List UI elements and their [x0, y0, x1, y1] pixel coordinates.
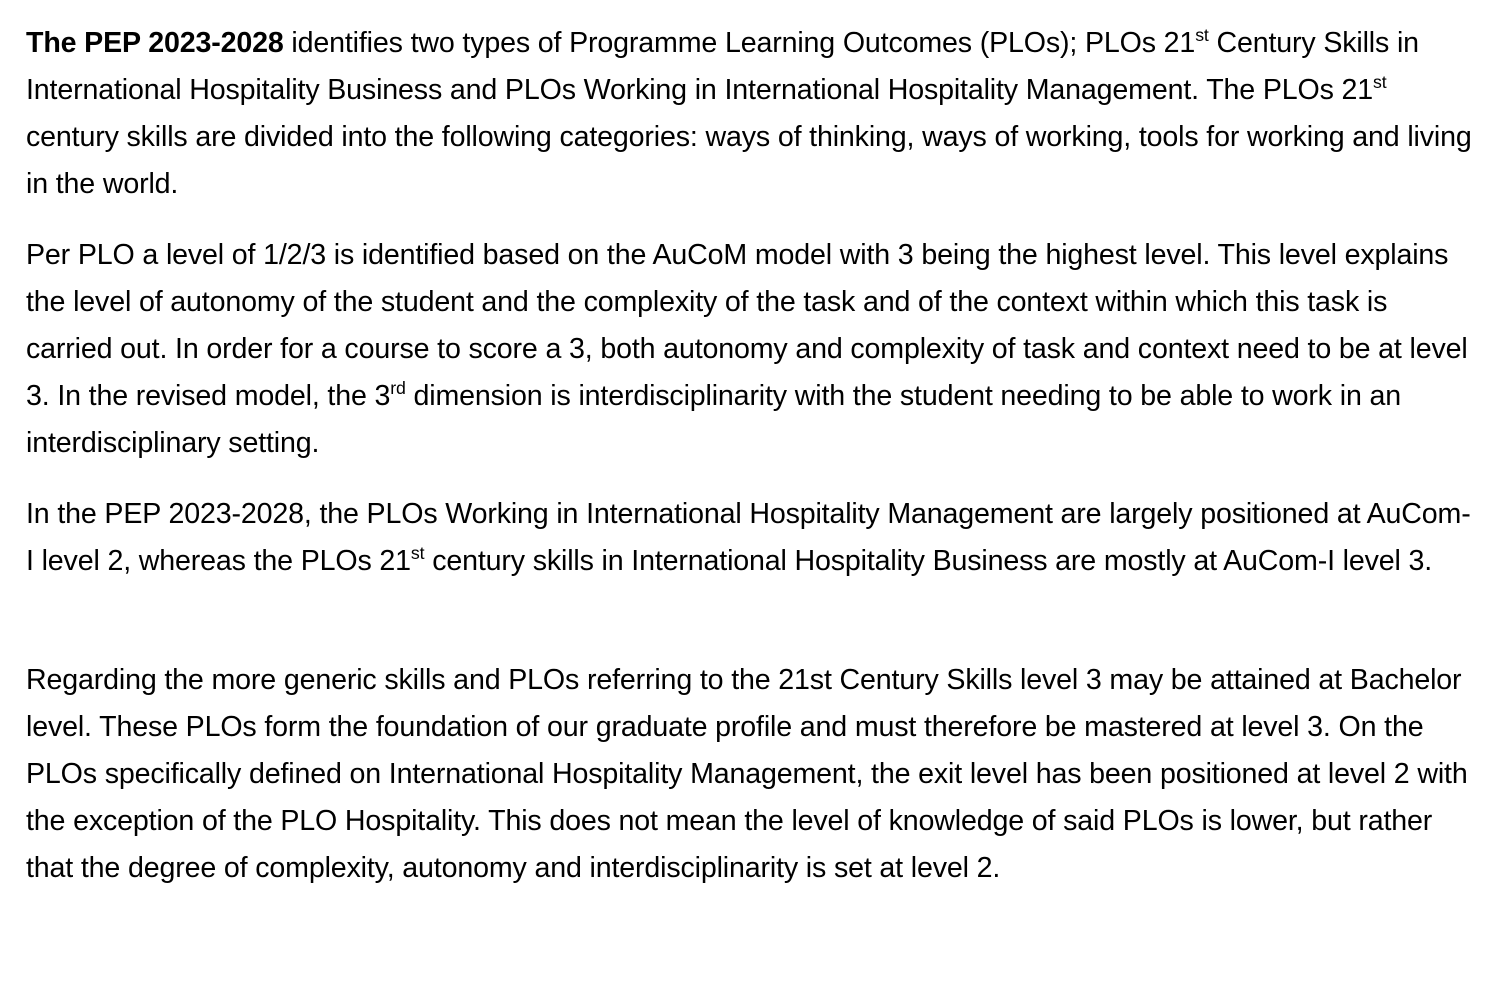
superscript: rd: [390, 378, 406, 399]
paragraph-text: identifies two types of Programme Learning Outcomes (PLOs); PLOs 21: [283, 27, 1196, 59]
paragraph-text: In the PEP 2023-2028, the PLOs Working in International Hospitality Management are largely positioned at AuCom-I level 2, whereas the PLOs 21: [26, 498, 1471, 577]
paragraph-text: Century Skills in International Hospitality Business and PLOs Working in International Hospitality Management. The PLOs 21: [26, 27, 1419, 106]
paragraph-text: dimension is interdisciplinarity with the student needing to be able to work in an interdisciplinary setting.: [26, 380, 1401, 459]
paragraph-aucom-levels: [26, 232, 1476, 467]
superscript: st: [1373, 72, 1387, 93]
paragraph-text: Regarding the more generic skills and PLOs referring to the 21st Century Skills level 3 may be attained at Bachelor level. These PLOs form the foundation of our graduate profile and must therefore be mastered at level 3. On the PLOs specifically defined on International Hospitality Management, the exit level has been positioned at level 2 with the exception of the PLO Hospitality. This does not mean the level of knowledge of said PLOs is lower, but rather that the degree of complexity, autonomy and interdisciplinarity is set at level 2.: [26, 664, 1468, 884]
paragraph-text: century skills in International Hospitality Business are mostly at AuCom-I level 3.: [424, 545, 1433, 577]
document-body: [26, 20, 1476, 892]
superscript: st: [410, 543, 425, 564]
bold-lead-text: The PEP 2023-2028: [26, 27, 284, 59]
paragraph-text: Per PLO a level of 1/2/3 is identified based on the AuCoM model with 3 being the highest level. This level explains the level of autonomy of the student and the complexity of the task and of the context within which this task is carried out. In order for a course to score a 3, both autonomy and complexity of task and context need to be at level 3. In the revised model, the 3: [26, 239, 1468, 412]
superscript: st: [1195, 25, 1209, 46]
paragraph-generic-skills: [26, 657, 1476, 892]
paragraph-plo-types: [26, 20, 1476, 208]
paragraph-text: century skills are divided into the following categories: ways of thinking, ways of working, tools for working and living in the world.: [26, 121, 1472, 200]
paragraph-pep-positioning: [26, 491, 1476, 585]
